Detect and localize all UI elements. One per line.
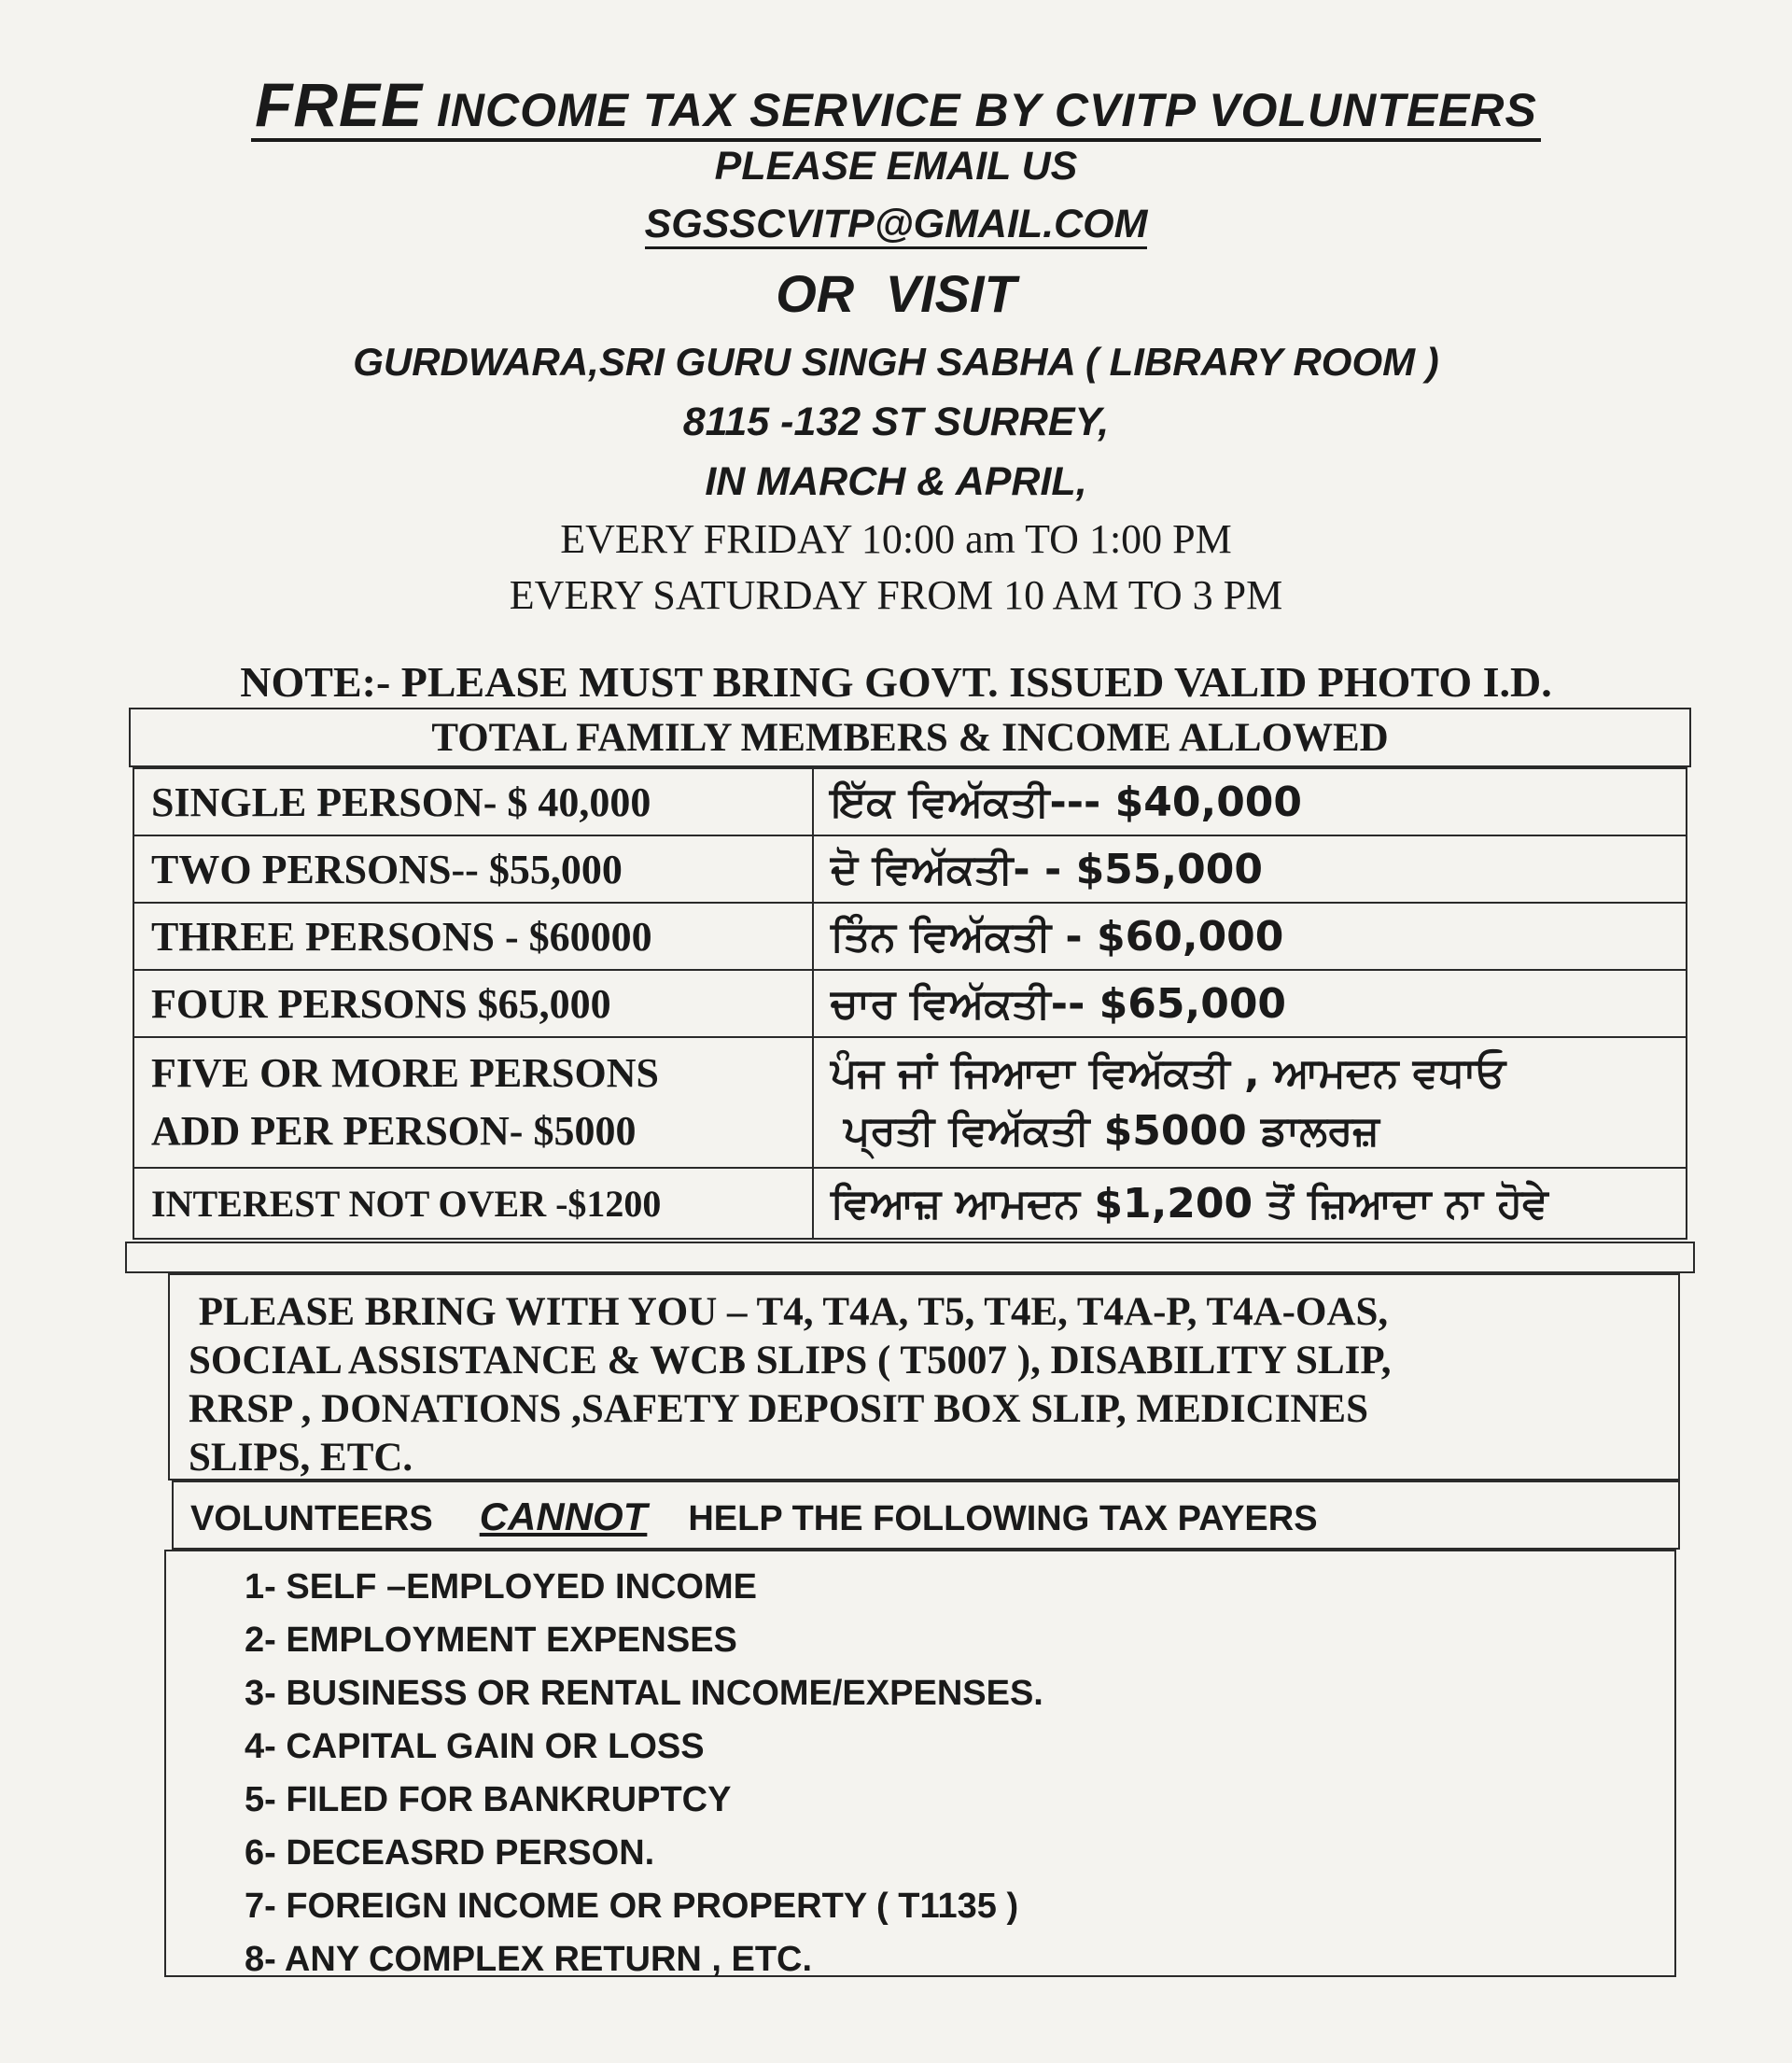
list-item: 2- EMPLOYMENT EXPENSES xyxy=(245,1621,737,1660)
row-english: FOUR PERSONS $65,000 xyxy=(133,970,813,1037)
table-row xyxy=(133,970,1687,1037)
row-english: TWO PERSONS-- $55,000 xyxy=(133,835,813,903)
cannot-help-heading xyxy=(172,1481,1680,1550)
row-english-line1: FIVE OR MORE PERSONS xyxy=(151,1050,659,1096)
list-item: 4- CAPITAL GAIN OR LOSS xyxy=(245,1727,705,1766)
bring-line: PLEASE BRING WITH YOU – T4, T4A, T5, T4E, T4A-P, T4A-OAS, xyxy=(189,1290,1389,1334)
table-row xyxy=(133,768,1687,835)
row-english: THREE PERSONS - $60000 xyxy=(133,903,813,970)
table-row xyxy=(133,835,1687,903)
list-item: 1- SELF –EMPLOYED INCOME xyxy=(245,1567,757,1607)
row-english-line2: ADD PER PERSON- $5000 xyxy=(151,1108,637,1154)
email-address[interactable] xyxy=(0,202,1792,247)
email-link[interactable]: SGSSCVITP@GMAIL.COM xyxy=(645,202,1148,249)
row-punjabi: ਇੱਕ ਵਿਅੱਕਤੀ--- $40,000 xyxy=(813,768,1687,835)
venue-address: 8115 -132 ST SURREY, xyxy=(682,400,1110,444)
row-punjabi-line1: ਪੰਜ ਜਾਂ ਜਿਆਦਾ ਵਿਅੱਕਤੀ , ਆਮਦਨ ਵਧਾਓ xyxy=(831,1049,1506,1097)
email-label: PLEASE EMAIL US xyxy=(714,144,1078,189)
list-item: 7- FOREIGN INCOME OR PROPERTY ( T1135 ) xyxy=(245,1887,1019,1926)
title-free: FREE xyxy=(255,70,424,139)
row-english: SINGLE PERSON- $ 40,000 xyxy=(133,768,813,835)
bring-line: SLIPS, ETC. xyxy=(189,1436,413,1480)
cannot-after: HELP THE FOLLOWING TAX PAYERS xyxy=(688,1499,1318,1538)
row-punjabi-line2: ਪ੍ਰਤੀ ਵਿਅੱਕਤੀ $5000 ਡਾਲਰਜ਼ xyxy=(844,1107,1379,1155)
row-english: INTEREST NOT OVER -$1200 xyxy=(133,1168,813,1239)
exclusion-list xyxy=(164,1550,1676,1977)
list-item: 6- DECEASRD PERSON. xyxy=(245,1833,655,1873)
photo-id-note: NOTE:- PLEASE MUST BRING GOVT. ISSUED VALID PHOTO I.D. xyxy=(240,658,1552,706)
list-item: 5- FILED FOR BANKRUPTCY xyxy=(245,1780,732,1819)
income-table-header: TOTAL FAMILY MEMBERS & INCOME ALLOWED xyxy=(129,708,1691,767)
row-punjabi: ਵਿਆਜ਼ ਆਮਦਨ $1,200 ਤੋਂ ਜ਼ਿਆਦਾ ਨਾ ਹੋਵੇ xyxy=(813,1168,1687,1239)
venue-name: GURDWARA,SRI GURU SINGH SABHA ( LIBRARY ROOM ) xyxy=(353,340,1439,384)
income-table xyxy=(133,767,1687,1240)
divider-bar xyxy=(125,1242,1695,1273)
table-row xyxy=(133,1037,1687,1168)
flyer-title xyxy=(0,69,1792,140)
row-punjabi: ਚਾਰ ਵਿਅੱਕਤੀ-- $65,000 xyxy=(813,970,1687,1037)
list-item: 3- BUSINESS OR RENTAL INCOME/EXPENSES. xyxy=(245,1674,1043,1713)
table-row xyxy=(133,903,1687,970)
saturday-hours: EVERY SATURDAY FROM 10 AM TO 3 PM xyxy=(509,572,1283,618)
service-months: IN MARCH & APRIL, xyxy=(705,459,1087,504)
bring-line: SOCIAL ASSISTANCE & WCB SLIPS ( T5007 ), DISABILITY SLIP, xyxy=(189,1339,1392,1382)
row-punjabi: ਦੋ ਵਿਅੱਕਤੀ- - $55,000 xyxy=(813,835,1687,903)
cannot-emphasis: CANNOT xyxy=(479,1495,648,1538)
row-english xyxy=(133,1037,813,1168)
table-row xyxy=(133,1168,1687,1239)
documents-to-bring xyxy=(168,1273,1680,1481)
row-punjabi: ਤਿੰਨ ਵਿਅੱਕਤੀ - $60,000 xyxy=(813,903,1687,970)
friday-hours: EVERY FRIDAY 10:00 am TO 1:00 PM xyxy=(560,516,1232,562)
bring-line: RRSP , DONATIONS ,SAFETY DEPOSIT BOX SLIP, MEDICINES xyxy=(189,1387,1369,1431)
or-visit-heading: OR VISIT xyxy=(776,264,1016,323)
list-item: 8- ANY COMPLEX RETURN , ETC. xyxy=(245,1940,813,1979)
row-punjabi xyxy=(813,1037,1687,1168)
cannot-before: VOLUNTEERS xyxy=(190,1499,433,1538)
title-rest: INCOME TAX SERVICE BY CVITP VOLUNTEERS xyxy=(423,84,1537,136)
